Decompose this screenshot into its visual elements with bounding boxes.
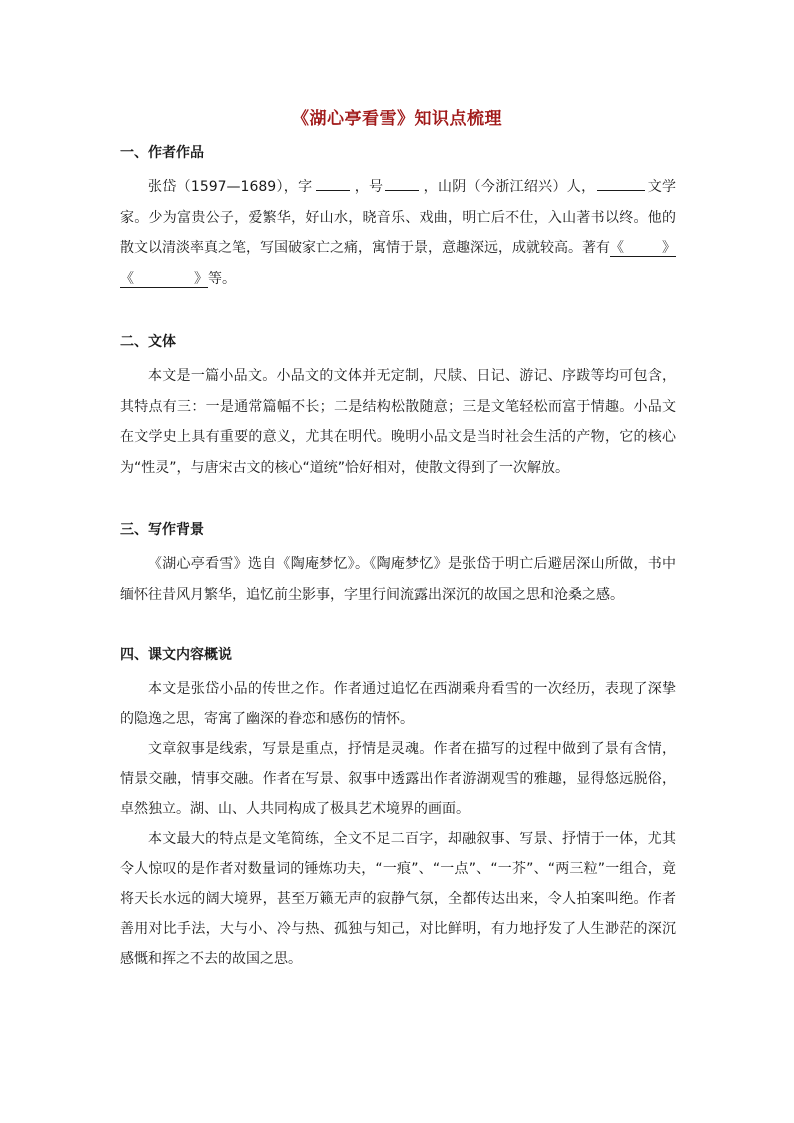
text-run: ，山阴（今浙江绍兴）人， (423, 179, 596, 195)
paragraph: 本文是张岱小品的传世之作。作者通过追忆在西湖乘舟看雪的一次经历，表现了深挚的隐逸之思，寄寓了幽深的眷恋和感伤的情怀。 (120, 681, 676, 727)
section-heading: 一、作者作品 (120, 145, 204, 161)
text-run: 》 (194, 270, 208, 287)
section-content-summary (120, 644, 676, 974)
fill-blank (597, 174, 645, 191)
paragraph (120, 172, 676, 294)
paragraph: 本文是一篇小品文。小品文的文体并无定制，尺牍、日记、游记、序跋等均可包含，其特点有三：一是通常篇幅不长；二是结构松散随意；三是文笔轻松而富于情趣。小品文在文学史上具有重要的意义，尤其在明代。晚明小品文是当时社会生活的产物，它的核心为“性灵”，与唐宋古文的核心“道统”恰好相对，使散文得到了一次解放。 (120, 368, 676, 476)
text-run: 张岱（1597—1689），字 (148, 179, 313, 195)
fill-blank (385, 174, 419, 191)
section-author (120, 142, 676, 294)
text-run: 文学家。少为富贵公子，爱繁华，好山水，晓音乐、戏曲，明亡后不仕，入山著书以终。他的散文以清淡率真之笔，写国破家亡之痛，寓情于景，意趣深远，成就较高。著有 (120, 179, 677, 256)
text-run: ，号 (354, 179, 384, 195)
section-heading: 二、文体 (120, 334, 176, 350)
document-title: 《湖心亭看雪》知识点梳理 (292, 109, 502, 129)
text-run: 等。 (208, 270, 236, 287)
paragraph: 文章叙事是线索，写景是重点，抒情是灵魂。作者在描写的过程中做到了景有含情，情景交融，情事交融。作者在写景、叙事中透露出作者游湖观雪的雅趣，显得悠远脱俗，卓然独立。湖、山、人共同构成了极具艺术境界的画面。 (120, 741, 676, 817)
text-run: 《 (610, 240, 624, 256)
section-heading: 三、写作背景 (120, 522, 204, 538)
section-heading: 四、课文内容概说 (120, 647, 232, 663)
section-genre (120, 331, 676, 483)
paragraph: 本文最大的特点是文笔简练，全文不足二百字，却融叙事、写景、抒情于一体，尤其令人惊叹的是作者对数量词的锤炼功夫，“一痕”、“一点”、“一芥”、“两三粒”一组合，竟将天长水远的阔大境界，甚至万籁无声的寂静气氛，全都传达出来，令人拍案叫绝。作者善用对比手法，大与小、冷与热、孤独与知己，对比鲜明，有力地抒发了人生渺茫的深沉感慨和挥之不去的故国之思。 (120, 831, 676, 967)
text-run: 》《 (120, 240, 676, 287)
fill-blank (316, 174, 350, 191)
section-background (120, 519, 676, 610)
paragraph: 《湖心亭看雪》选自《陶庵梦忆》。《陶庵梦忆》是张岱于明亡后避居深山所做，书中缅怀往昔风月繁华，追忆前尘影事，字里行间流露出深沉的故国之思和沧桑之感。 (120, 556, 676, 603)
